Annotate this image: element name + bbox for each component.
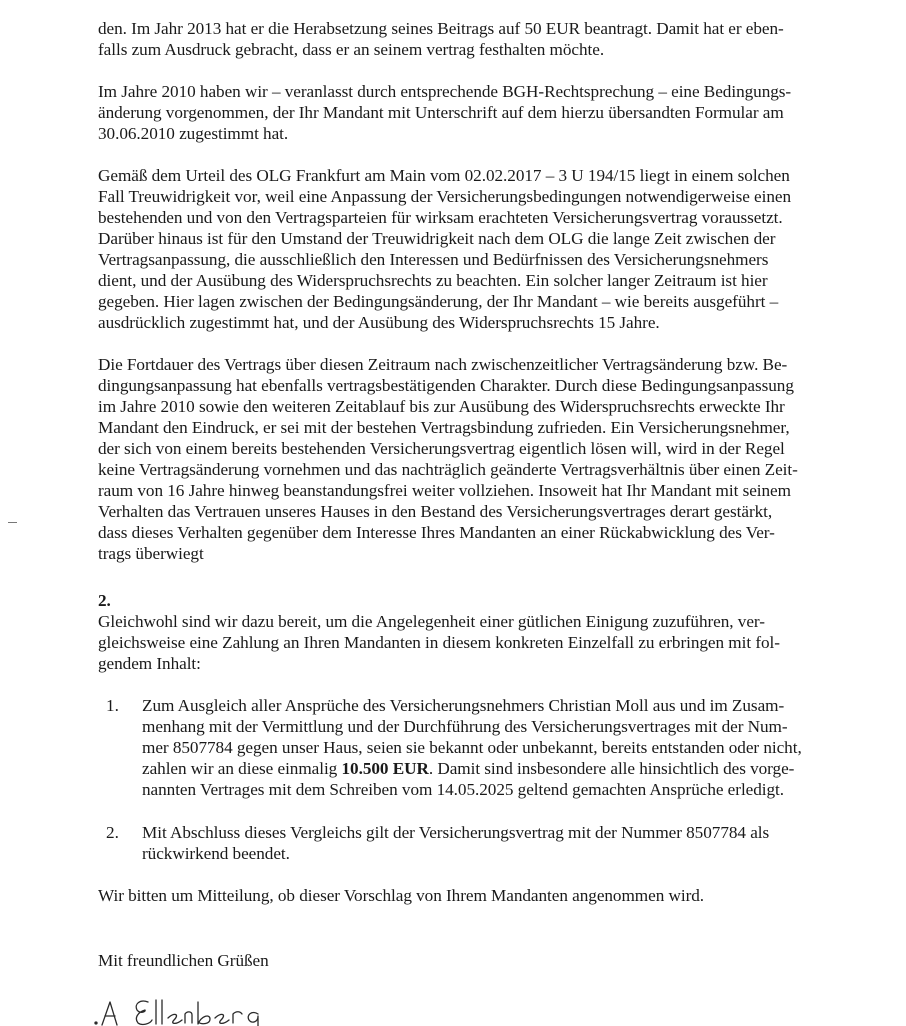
section-number: 2.: [98, 591, 111, 610]
paragraph-line: dass dieses Verhalten gegenüber dem Interesse Ihres Mandanten an einer Rückabwicklung des Ver-: [98, 523, 775, 542]
paragraph-line: Gemäß dem Urteil des OLG Frankfurt am Main vom 02.02.2017 – 3 U 194/15 liegt in einem solchen: [98, 166, 790, 185]
paragraph-line: Vertragsanpassung, die ausschließlich den Interessen und Bedürfnissen des Versicherungsnehmers: [98, 250, 769, 269]
list-item-line: [142, 759, 862, 779]
paragraph-line: der sich von einem bereits bestehenden Versicherungsvertrag eigentlich lösen will, wird in der Regel: [98, 439, 785, 458]
paragraph-line: Verhalten das Vertrauen unseres Hauses in den Bestand des Versicherungsvertrages derart gestärkt,: [98, 502, 773, 521]
handwritten-signature: [90, 996, 310, 1026]
margin-tick-mark: [8, 522, 17, 523]
paragraph-line: im Jahre 2010 sowie den weiteren Zeitablauf bis zur Ausübung des Widerspruchsrechts erweckte Ihr: [98, 397, 785, 416]
paragraph-line: raum von 16 Jahre hinweg beanstandungsfrei weiter vollziehen. Insoweit hat Ihr Mandant mit seinem: [98, 481, 791, 500]
paragraph-line: ausdrücklich zugestimmt hat, und der Ausübung des Widerspruchsrechts 15 Jahre.: [98, 313, 660, 332]
payment-text-before: zahlen wir an diese einmalig: [142, 759, 342, 778]
paragraph-line: den. Im Jahr 2013 hat er die Herabsetzung seines Beitrags auf 50 EUR beantragt. Damit hat er eben-: [98, 19, 784, 38]
paragraph-line: keine Vertragsänderung vornehmen und das nachträglich geänderte Vertragsverhältnis über einen Zeit-: [98, 460, 798, 479]
list-item-line: Zum Ausgleich aller Ansprüche des Versicherungsnehmers Christian Moll aus und im Zusam-: [142, 696, 785, 715]
paragraph-line: falls zum Ausdruck gebracht, dass er an seinem vertrag festhalten möchte.: [98, 40, 605, 59]
paragraph-line: Fall Treuwidrigkeit vor, weil eine Anpassung der Versicherungsbedingungen notwendigerweise einen: [98, 187, 792, 206]
payment-amount: 10.500 EUR: [341, 759, 429, 778]
greeting: Mit freundlichen Grüßen: [98, 951, 269, 970]
paragraph-line: gendem Inhalt:: [98, 654, 201, 673]
payment-text-after: . Damit sind insbesondere alle hinsichtlich des vorge-: [428, 759, 795, 778]
list-item-line: mer 8507784 gegen unser Haus, seien sie bekannt oder unbekannt, bereits entstanden oder nicht,: [142, 738, 802, 757]
paragraph-line: gegeben. Hier lagen zwischen der Bedingungsänderung, der Ihr Mandant – wie bereits ausgeführt –: [98, 292, 779, 311]
paragraph-line: Gleichwohl sind wir dazu bereit, um die Angelegenheit einer gütlichen Einigung zuzuführen, ver-: [98, 612, 765, 631]
paragraph-line: dingungsanpassung hat ebenfalls vertragsbestätigenden Charakter. Durch diese Bedingungsanpassung: [98, 376, 794, 395]
paragraph-line: trags überwiegt: [98, 544, 204, 563]
list-number: 1.: [106, 696, 119, 715]
list-item-line: nannten Vertrages mit dem Schreiben vom 14.05.2025 geltend gemachten Ansprüche erledigt.: [142, 780, 785, 799]
list-number: 2.: [106, 823, 119, 842]
paragraph-line: Die Fortdauer des Vertrags über diesen Zeitraum nach zwischenzeitlicher Vertragsänderung bzw. Be-: [98, 355, 788, 374]
paragraph-line: bestehenden und von den Vertragsparteien für wirksam erachteten Versicherungsvertrag voraussetzt.: [98, 208, 783, 227]
list-item-line: rückwirkend beendet.: [142, 844, 290, 863]
paragraph-line: änderung vorgenommen, der Ihr Mandant mit Unterschrift auf dem hierzu übersandten Formular am: [98, 103, 784, 122]
paragraph-line: Mandant den Eindruck, er sei mit der bestehen Vertragsbindung zufrieden. Ein Versicherungsnehmer,: [98, 418, 790, 437]
list-item-line: menhang mit der Vermittlung und der Durchführung des Versicherungsvertrages mit der Num-: [142, 717, 788, 736]
closing-request: Wir bitten um Mitteilung, ob dieser Vorschlag von Ihrem Mandanten angenommen wird.: [98, 886, 705, 905]
paragraph-line: gleichsweise eine Zahlung an Ihren Mandanten in diesem konkreten Einzelfall zu erbringen mit fol-: [98, 633, 780, 652]
paragraph-line: 30.06.2010 zugestimmt hat.: [98, 124, 289, 143]
paragraph-line: dient, und der Ausübung des Widerspruchsrechts zu beachten. Ein solcher langer Zeitraum ist hier: [98, 271, 768, 290]
paragraph-line: Darüber hinaus ist für den Umstand der Treuwidrigkeit nach dem OLG die lange Zeit zwischen der: [98, 229, 776, 248]
paragraph-line: Im Jahre 2010 haben wir – veranlasst durch entsprechende BGH-Rechtsprechung – eine Bedingungs-: [98, 82, 792, 101]
list-item-line: Mit Abschluss dieses Vergleichs gilt der Versicherungsvertrag mit der Nummer 8507784 als: [142, 823, 770, 842]
